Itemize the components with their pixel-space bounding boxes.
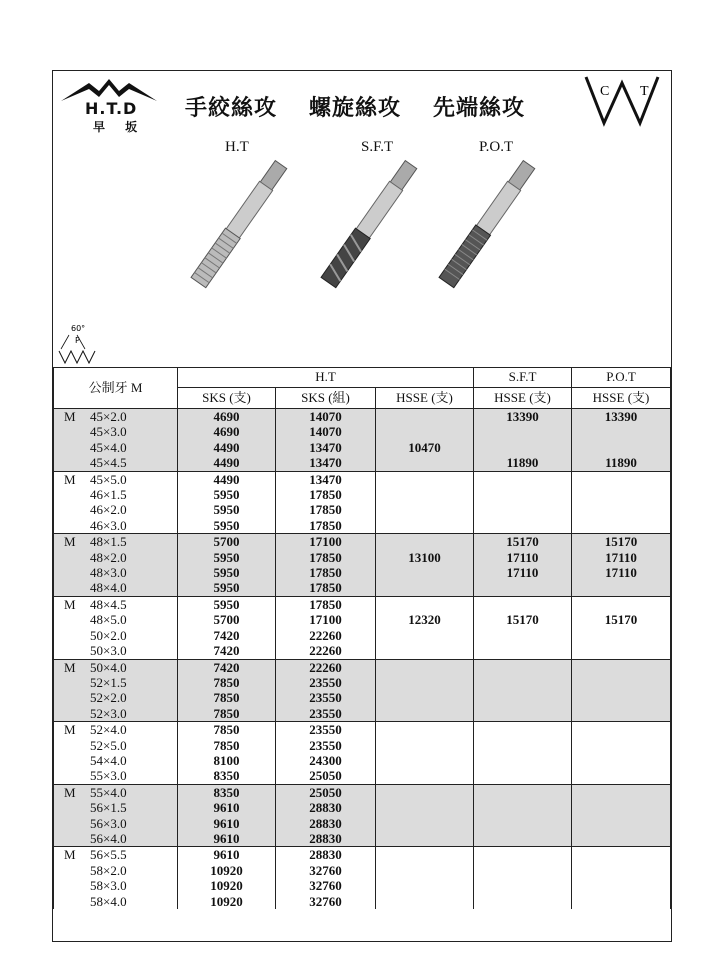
price-cell: 32760 <box>276 878 376 893</box>
price-cell: 17110 <box>474 565 572 580</box>
price-cell: 5950 <box>178 518 276 534</box>
size-cell <box>54 847 178 863</box>
price-cell <box>474 753 572 768</box>
price-cell <box>376 878 474 893</box>
price-cell: 5950 <box>178 550 276 565</box>
sub-header-hsse-pot: HSSE (支) <box>572 388 671 409</box>
price-cell: 22260 <box>276 659 376 675</box>
price-cell <box>474 690 572 705</box>
price-cell: 17100 <box>276 534 376 550</box>
price-cell <box>474 706 572 722</box>
table-row <box>54 596 671 612</box>
price-table-body <box>54 409 671 910</box>
thread-size: 56×1.5 <box>90 800 127 816</box>
label-pot: P.O.T <box>479 139 514 155</box>
thread-size: 48×4.0 <box>90 580 127 596</box>
price-cell <box>474 722 572 738</box>
table-row <box>54 424 671 439</box>
price-cell: 13390 <box>474 409 572 425</box>
size-cell <box>54 894 178 909</box>
price-cell: 17850 <box>276 518 376 534</box>
thread-size: 46×3.0 <box>90 517 127 533</box>
price-cell <box>572 643 671 659</box>
price-cell <box>376 894 474 909</box>
price-cell <box>376 455 474 471</box>
price-cell <box>474 596 572 612</box>
point-tap-image <box>421 151 551 301</box>
thread-size: 48×2.0 <box>90 549 127 565</box>
group-header-ht: H.T <box>178 367 474 388</box>
catalog-header <box>53 71 670 368</box>
table-row <box>54 690 671 705</box>
price-cell: 17850 <box>276 550 376 565</box>
thread-size: 56×3.0 <box>90 815 127 831</box>
table-row <box>54 894 671 909</box>
size-cell <box>54 659 178 675</box>
thread-size: 48×4.5 <box>90 596 127 612</box>
sub-header-hsse-sft: HSSE (支) <box>474 388 572 409</box>
price-cell: 28830 <box>276 847 376 863</box>
size-cell <box>54 628 178 643</box>
price-cell <box>572 722 671 738</box>
price-cell: 13100 <box>376 550 474 565</box>
price-cell: 17110 <box>474 550 572 565</box>
price-cell: 11890 <box>474 455 572 471</box>
thread-size: 48×5.0 <box>90 612 127 628</box>
size-cell <box>54 768 178 784</box>
price-cell: 10920 <box>178 863 276 878</box>
price-cell <box>376 409 474 425</box>
table-row <box>54 847 671 863</box>
table-row <box>54 550 671 565</box>
price-cell <box>474 659 572 675</box>
price-cell: 7850 <box>178 706 276 722</box>
price-cell <box>376 580 474 596</box>
price-cell: 17850 <box>276 487 376 502</box>
price-cell <box>376 471 474 487</box>
price-cell: 10920 <box>178 894 276 909</box>
price-cell <box>474 784 572 800</box>
price-cell: 7420 <box>178 628 276 643</box>
thread-size: 52×3.0 <box>90 705 127 721</box>
thread-size: 52×4.0 <box>90 722 127 738</box>
thread-size: 45×4.5 <box>90 455 127 471</box>
metric-prefix: M <box>64 784 76 800</box>
price-cell <box>572 863 671 878</box>
thread-size: 56×4.0 <box>90 830 127 846</box>
price-cell <box>376 800 474 815</box>
price-cell <box>376 722 474 738</box>
thread-size: 45×2.0 <box>90 409 127 424</box>
price-cell <box>376 768 474 784</box>
logo-text: H.T.D <box>85 99 138 118</box>
logo-subtext: 早 坂 <box>93 120 146 134</box>
thread-size: 55×4.0 <box>90 784 127 800</box>
price-cell <box>474 487 572 502</box>
size-cell <box>54 690 178 705</box>
size-cell <box>54 863 178 878</box>
htd-logo <box>59 75 159 135</box>
metric-prefix: M <box>64 847 76 863</box>
price-cell <box>376 675 474 690</box>
table-row <box>54 800 671 815</box>
price-cell <box>572 878 671 893</box>
row-header: 公制牙 M <box>54 367 178 409</box>
size-cell <box>54 878 178 893</box>
price-cell: 11890 <box>572 455 671 471</box>
price-cell <box>572 816 671 831</box>
price-cell: 10920 <box>178 878 276 893</box>
price-cell: 25050 <box>276 768 376 784</box>
price-cell <box>376 863 474 878</box>
product-titles <box>185 91 525 122</box>
price-cell <box>572 768 671 784</box>
price-cell: 13470 <box>276 440 376 455</box>
price-cell <box>474 768 572 784</box>
table-row <box>54 580 671 596</box>
price-cell <box>572 831 671 847</box>
size-cell <box>54 800 178 815</box>
size-cell <box>54 722 178 738</box>
label-ht: H.T <box>225 139 249 155</box>
price-cell <box>572 659 671 675</box>
table-row <box>54 534 671 550</box>
catalog-frame <box>52 70 672 942</box>
table-row <box>54 487 671 502</box>
table-row <box>54 768 671 784</box>
price-cell: 17850 <box>276 502 376 517</box>
metric-prefix: M <box>64 534 76 550</box>
price-cell: 7850 <box>178 722 276 738</box>
size-cell <box>54 816 178 831</box>
price-cell: 10470 <box>376 440 474 455</box>
size-cell <box>54 784 178 800</box>
price-cell <box>376 424 474 439</box>
thread-size: 50×3.0 <box>90 643 127 659</box>
size-cell <box>54 487 178 502</box>
table-row <box>54 518 671 534</box>
size-cell <box>54 831 178 847</box>
price-cell <box>376 831 474 847</box>
price-cell <box>474 894 572 909</box>
price-cell: 9610 <box>178 847 276 863</box>
price-cell: 13470 <box>276 455 376 471</box>
size-cell <box>54 643 178 659</box>
price-cell: 5950 <box>178 596 276 612</box>
thread-size: 50×2.0 <box>90 627 127 643</box>
table-row <box>54 612 671 627</box>
price-cell <box>572 753 671 768</box>
thread-size: 58×3.0 <box>90 878 127 894</box>
price-cell <box>572 800 671 815</box>
price-cell <box>572 706 671 722</box>
price-cell: 9610 <box>178 831 276 847</box>
price-cell <box>572 502 671 517</box>
sub-header-sks-set: SKS (組) <box>276 388 376 409</box>
price-cell <box>376 643 474 659</box>
price-cell: 15170 <box>572 612 671 627</box>
thread-size: 46×1.5 <box>90 487 127 503</box>
table-row <box>54 706 671 722</box>
price-cell <box>474 643 572 659</box>
price-cell: 15170 <box>474 612 572 627</box>
price-cell: 8100 <box>178 753 276 768</box>
price-cell: 17110 <box>572 550 671 565</box>
thread-size: 52×1.5 <box>90 674 127 690</box>
price-cell: 14070 <box>276 424 376 439</box>
size-cell <box>54 706 178 722</box>
size-cell <box>54 675 178 690</box>
hand-tap-image <box>173 151 303 301</box>
price-cell: 13390 <box>572 409 671 425</box>
price-cell: 23550 <box>276 722 376 738</box>
title-point-tap: 先端絲攻 <box>433 95 526 121</box>
price-cell: 4690 <box>178 424 276 439</box>
price-cell <box>572 894 671 909</box>
price-cell <box>572 440 671 455</box>
price-cell: 28830 <box>276 816 376 831</box>
sub-header-hsse-ht: HSSE (支) <box>376 388 474 409</box>
table-row <box>54 722 671 738</box>
metric-prefix: M <box>64 471 76 487</box>
price-cell: 23550 <box>276 738 376 753</box>
table-row <box>54 753 671 768</box>
thread-size: 58×4.0 <box>90 893 127 909</box>
thread-size: 52×2.0 <box>90 690 127 706</box>
thread-size: 52×5.0 <box>90 737 127 753</box>
size-cell <box>54 550 178 565</box>
table-row <box>54 628 671 643</box>
price-cell <box>376 784 474 800</box>
price-cell: 7850 <box>178 690 276 705</box>
price-cell <box>572 487 671 502</box>
price-cell <box>474 878 572 893</box>
price-cell: 23550 <box>276 675 376 690</box>
brand-letter-c: C <box>600 84 610 99</box>
price-cell <box>376 534 474 550</box>
size-cell <box>54 738 178 753</box>
price-cell: 24300 <box>276 753 376 768</box>
table-row <box>54 863 671 878</box>
size-cell <box>54 502 178 517</box>
price-cell: 17100 <box>276 612 376 627</box>
group-header-sft: S.F.T <box>474 367 572 388</box>
price-cell: 7420 <box>178 643 276 659</box>
price-cell <box>376 596 474 612</box>
price-cell <box>474 471 572 487</box>
price-cell: 5950 <box>178 565 276 580</box>
table-row <box>54 659 671 675</box>
price-cell: 17850 <box>276 565 376 580</box>
metric-prefix: M <box>64 596 76 612</box>
table-row <box>54 816 671 831</box>
thread-size: 58×2.0 <box>90 862 127 878</box>
price-cell: 5950 <box>178 487 276 502</box>
price-cell <box>376 659 474 675</box>
thread-size: 48×3.0 <box>90 565 127 581</box>
table-row <box>54 502 671 517</box>
price-cell: 8350 <box>178 768 276 784</box>
price-cell: 15170 <box>572 534 671 550</box>
price-cell <box>572 518 671 534</box>
price-cell: 28830 <box>276 800 376 815</box>
price-cell <box>376 816 474 831</box>
price-cell <box>572 471 671 487</box>
price-cell <box>474 580 572 596</box>
brand-letter-t: T <box>640 84 649 99</box>
spiral-tap-image <box>303 151 433 301</box>
thread-size: 56×5.5 <box>90 847 127 863</box>
price-table <box>53 367 671 909</box>
price-cell: 22260 <box>276 643 376 659</box>
price-cell <box>376 738 474 753</box>
title-spiral-tap: 螺旋絲攻 <box>309 95 402 121</box>
price-cell: 5950 <box>178 580 276 596</box>
thread-angle: 60° <box>71 324 86 333</box>
table-row <box>54 784 671 800</box>
price-cell: 4690 <box>178 409 276 425</box>
price-cell <box>474 675 572 690</box>
size-cell <box>54 753 178 768</box>
thread-profile-icon <box>57 321 101 365</box>
price-cell <box>572 784 671 800</box>
size-cell <box>54 471 178 487</box>
metric-prefix: M <box>64 409 76 424</box>
size-cell <box>54 565 178 580</box>
price-cell: 5700 <box>178 612 276 627</box>
price-cell: 32760 <box>276 863 376 878</box>
thread-size: 48×1.5 <box>90 534 127 550</box>
price-cell: 22260 <box>276 628 376 643</box>
price-cell: 28830 <box>276 831 376 847</box>
price-cell <box>376 487 474 502</box>
price-cell <box>474 847 572 863</box>
price-cell: 15170 <box>474 534 572 550</box>
size-cell <box>54 612 178 627</box>
price-cell <box>474 831 572 847</box>
price-cell <box>376 753 474 768</box>
thread-size: 45×3.0 <box>90 424 127 440</box>
price-cell: 17110 <box>572 565 671 580</box>
price-cell <box>376 628 474 643</box>
price-cell: 9610 <box>178 816 276 831</box>
price-cell: 5700 <box>178 534 276 550</box>
price-cell <box>572 738 671 753</box>
price-cell: 9610 <box>178 800 276 815</box>
price-cell <box>376 706 474 722</box>
price-cell <box>572 847 671 863</box>
table-row <box>54 471 671 487</box>
table-row <box>54 675 671 690</box>
price-cell: 7420 <box>178 659 276 675</box>
price-cell <box>474 424 572 439</box>
price-cell: 17850 <box>276 596 376 612</box>
table-row <box>54 643 671 659</box>
price-cell: 7850 <box>178 675 276 690</box>
table-row <box>54 738 671 753</box>
table-row <box>54 831 671 847</box>
thread-size: 50×4.0 <box>90 659 127 675</box>
thread-size: 46×2.0 <box>90 502 127 518</box>
price-cell: 8350 <box>178 784 276 800</box>
price-cell: 4490 <box>178 471 276 487</box>
table-row <box>54 440 671 455</box>
size-cell <box>54 534 178 550</box>
price-cell <box>572 675 671 690</box>
size-cell <box>54 440 178 455</box>
table-row <box>54 409 671 425</box>
price-cell <box>474 440 572 455</box>
price-cell <box>474 863 572 878</box>
size-cell <box>54 518 178 534</box>
sub-header-sks-each: SKS (支) <box>178 388 276 409</box>
price-cell <box>572 596 671 612</box>
price-cell <box>474 738 572 753</box>
price-cell: 32760 <box>276 894 376 909</box>
price-cell <box>376 518 474 534</box>
price-cell <box>474 816 572 831</box>
thread-size: 45×4.0 <box>90 439 127 455</box>
price-cell <box>572 424 671 439</box>
table-row <box>54 878 671 893</box>
size-cell <box>54 409 178 425</box>
price-cell: 7850 <box>178 738 276 753</box>
label-sft: S.F.T <box>361 139 394 155</box>
price-cell: 25050 <box>276 784 376 800</box>
price-cell <box>572 690 671 705</box>
price-cell: 14070 <box>276 409 376 425</box>
price-cell <box>376 502 474 517</box>
price-cell: 4490 <box>178 455 276 471</box>
thread-size: 54×4.0 <box>90 752 127 768</box>
price-cell: 23550 <box>276 690 376 705</box>
price-cell: 4490 <box>178 440 276 455</box>
size-cell <box>54 596 178 612</box>
price-cell <box>474 800 572 815</box>
title-hand-tap: 手絞絲攻 <box>185 95 278 121</box>
thread-size: 45×5.0 <box>90 471 127 487</box>
price-cell: 13470 <box>276 471 376 487</box>
size-cell <box>54 580 178 596</box>
cwt-brand-logo <box>582 73 662 127</box>
table-row <box>54 455 671 471</box>
price-cell <box>376 565 474 580</box>
price-cell <box>376 690 474 705</box>
table-row <box>54 565 671 580</box>
price-cell: 17850 <box>276 580 376 596</box>
price-cell: 5950 <box>178 502 276 517</box>
price-cell: 23550 <box>276 706 376 722</box>
group-header-pot: P.O.T <box>572 367 671 388</box>
metric-prefix: M <box>64 722 76 738</box>
price-cell <box>376 847 474 863</box>
price-cell: 12320 <box>376 612 474 627</box>
price-cell <box>572 580 671 596</box>
thread-size: 55×3.0 <box>90 768 127 784</box>
metric-prefix: M <box>64 659 76 675</box>
size-cell <box>54 455 178 471</box>
price-cell <box>474 628 572 643</box>
price-cell <box>474 502 572 517</box>
price-cell <box>572 628 671 643</box>
thread-pitch: P <box>75 336 80 345</box>
size-cell <box>54 424 178 439</box>
price-cell <box>474 518 572 534</box>
